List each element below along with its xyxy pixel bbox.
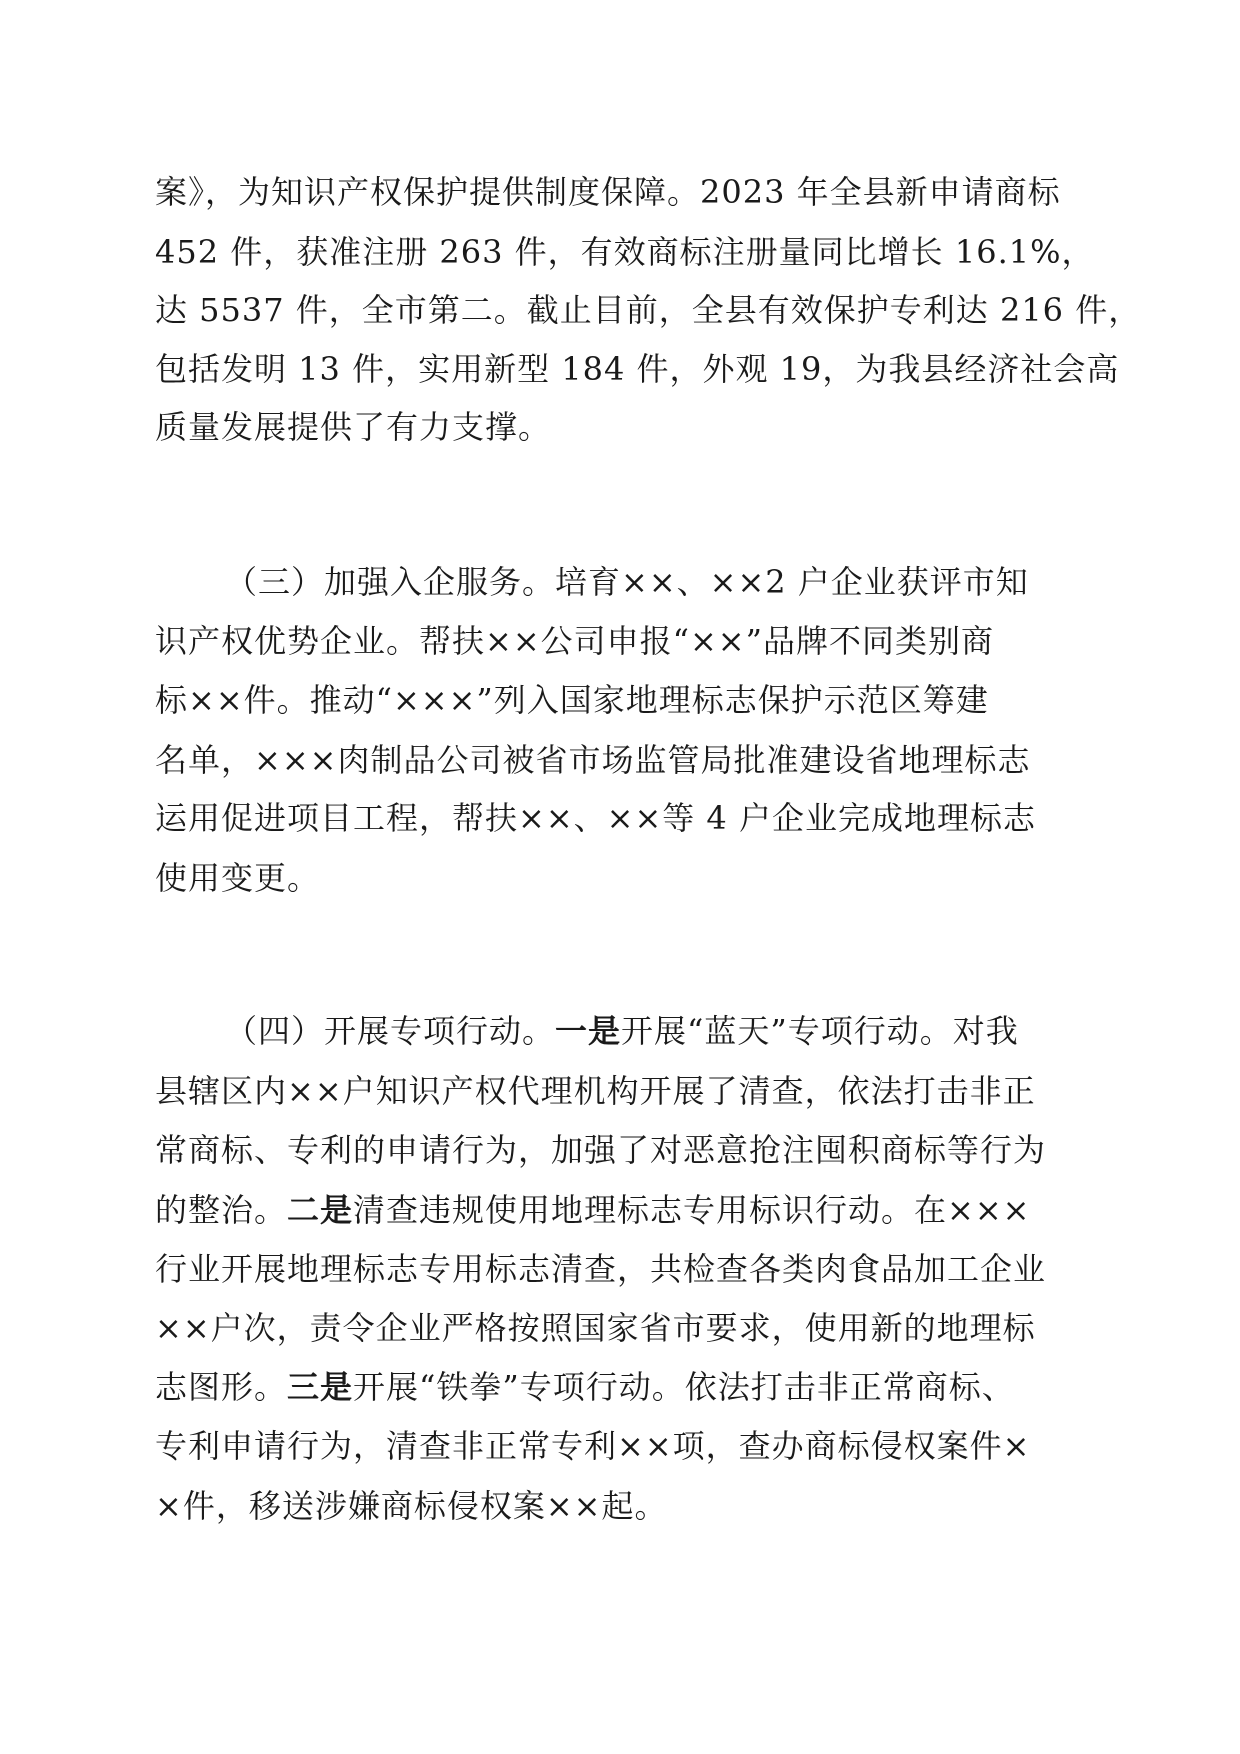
paragraph3-line [155, 1367, 1015, 1407]
paragraph3-line: ×件，移送涉嫌商标侵权案××起。 [155, 1487, 668, 1525]
paragraph3-line [155, 1190, 1030, 1230]
paragraph3-bold-lead: 一是 [555, 1012, 622, 1050]
paragraph1-line: 452 件，获准注册 263 件，有效商标注册量同比增长 16.1%， [155, 233, 1095, 271]
paragraph3-line [225, 1011, 1019, 1051]
paragraph1-line: 案》，为知识产权保护提供制度保障。2023 年全县新申请商标 [155, 173, 1061, 211]
paragraph3-text: 的整治。 [155, 1191, 288, 1229]
paragraph2-line: 运用促进项目工程，帮扶××、××等 4 户企业完成地理标志 [155, 799, 1036, 837]
paragraph3-text: （四）开展专项行动。 [225, 1012, 556, 1050]
paragraph3-bold-lead: 二是 [287, 1191, 354, 1229]
paragraph1-line: 质量发展提供了有力支撑。 [155, 408, 552, 446]
paragraph3-line: 县辖区内××户知识产权代理机构开展了清查，依法打击非正 [155, 1072, 1036, 1110]
paragraph3-text: 清查违规使用地理标志专用标识行动。在××× [353, 1191, 1031, 1229]
paragraph3-text: 开展“蓝天”专项行动。对我 [621, 1012, 1019, 1050]
paragraph3-line: 行业开展地理标志专用标志清查，共检查各类肉食品加工企业 [155, 1250, 1047, 1288]
paragraph3-bold-lead: 三是 [287, 1368, 354, 1406]
paragraph3-text: 志图形。 [155, 1368, 288, 1406]
paragraph2-line: 标××件。推动“×××”列入国家地理标志保护示范区筹建 [155, 681, 989, 719]
paragraph1-line: 包括发明 13 件，实用新型 184 件，外观 19，为我县经济社会高 [155, 350, 1120, 388]
paragraph1-line: 达 5537 件，全市第二。截止目前，全县有效保护专利达 216 件， [155, 291, 1142, 329]
paragraph3-line: ××户次，责令企业严格按照国家省市要求，使用新的地理标 [155, 1309, 1036, 1347]
paragraph3-text: 开展“铁拳”专项行动。依法打击非正常商标、 [353, 1368, 1015, 1406]
paragraph3-line: 常商标、专利的申请行为，加强了对恶意抢注囤积商标等行为 [155, 1131, 1047, 1169]
paragraph2-line: 名单，×××肉制品公司被省市场监管局批准建设省地理标志 [155, 741, 1031, 779]
paragraph2-line: （三）加强入企服务。培育××、××2 户企业获评市知 [225, 563, 1029, 601]
paragraph3-line: 专利申请行为，清查非正常专利××项，查办商标侵权案件× [155, 1427, 1031, 1465]
paragraph2-line: 识产权优势企业。帮扶××公司申报“××”品牌不同类别商 [155, 622, 994, 660]
paragraph2-line: 使用变更。 [155, 859, 321, 897]
